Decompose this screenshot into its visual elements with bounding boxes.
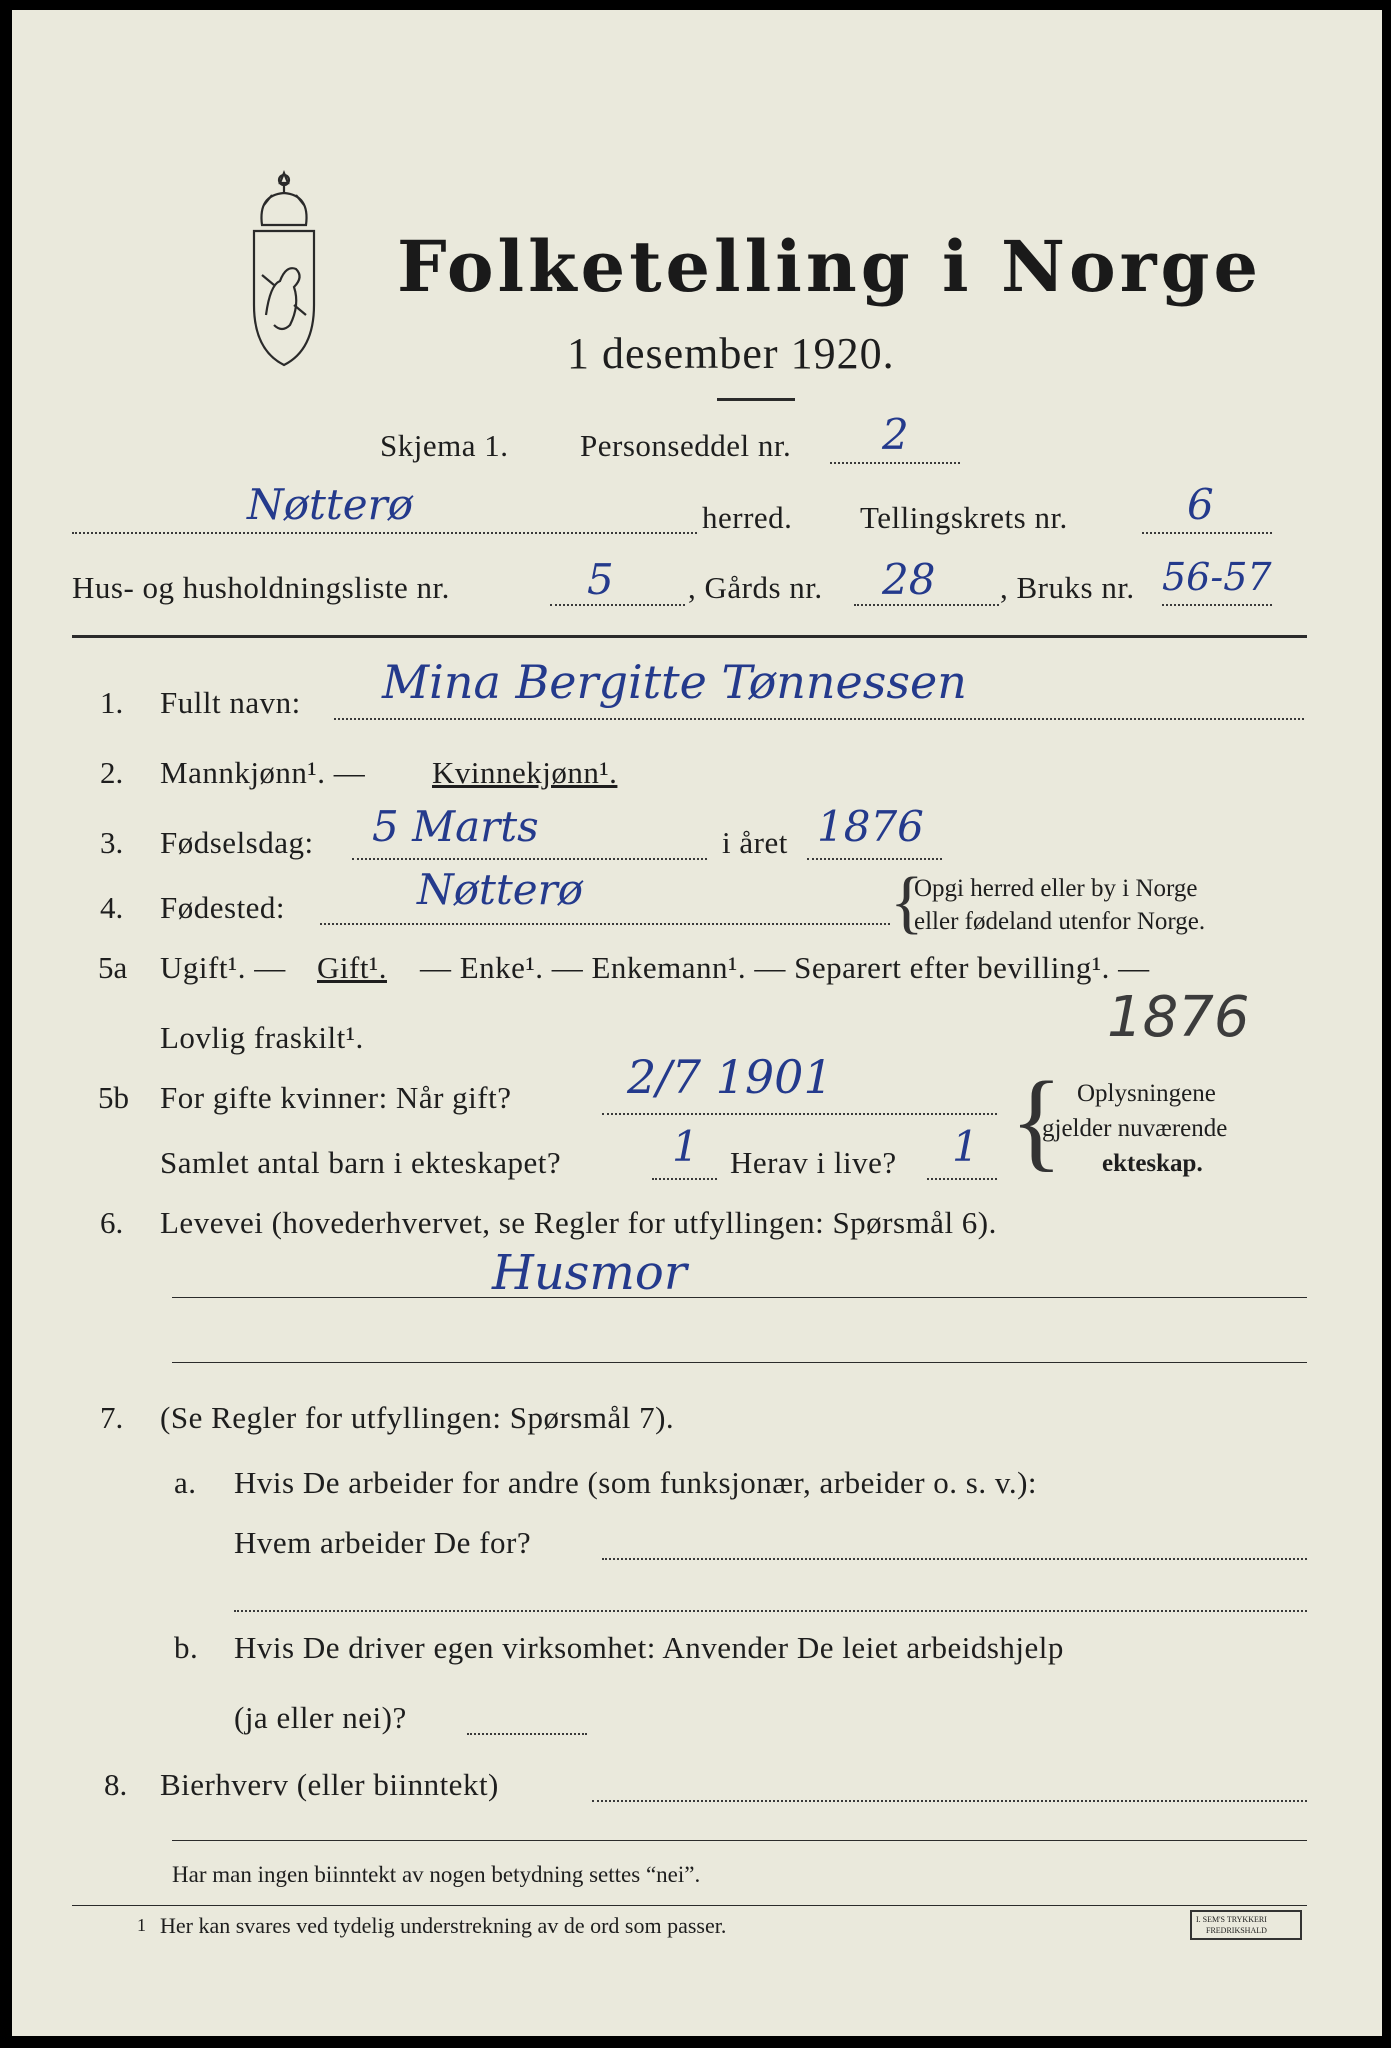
q5b-children-line <box>652 1178 717 1180</box>
coat-of-arms-icon <box>234 165 334 375</box>
q5b-label-married: For gifte kvinner: Når gift? <box>160 1080 512 1115</box>
footnote-text: Her kan svares ved tydelig understrekning av de ord som passer. <box>160 1913 727 1938</box>
q7a-text: Hvis De arbeider for andre (som funksjonær, arbeider o. s. v.): <box>234 1465 1038 1500</box>
q5a-lovlig: Lovlig fraskilt¹. <box>160 1020 364 1055</box>
bruks-label: , Bruks nr. <box>1000 570 1135 605</box>
q7b-text: Hvis De driver egen virksomhet: Anvender De leiet arbeidshjelp <box>234 1630 1064 1665</box>
footnote-mark: 1 <box>137 1915 146 1935</box>
q5b-married-value: 2/7 1901 <box>627 1050 833 1104</box>
footer-rule <box>72 1905 1307 1906</box>
q1-line <box>334 718 1304 720</box>
form-title: Folketelling i Norge <box>397 225 1263 308</box>
census-form-page <box>12 10 1382 2036</box>
q2-number: 2. <box>100 755 124 790</box>
herred-value: Nøtterø <box>247 480 414 529</box>
q5b-note-line3: ekteskap. <box>1102 1150 1203 1177</box>
q1-number: 1. <box>100 685 124 720</box>
q3-year-value: 1876 <box>817 802 924 851</box>
tellingskrets-label: Tellingskrets nr. <box>860 500 1068 535</box>
q6-line1 <box>172 1297 1307 1298</box>
q5a-gift: Gift¹. <box>317 950 387 985</box>
q7-label: (Se Regler for utfyllingen: Spørsmål 7). <box>160 1400 675 1435</box>
printer-stamp-line1: I. SEM'S TRYKKERI <box>1196 1915 1267 1924</box>
q5b-note-line1: Oplysningene <box>1077 1080 1216 1107</box>
q3-value: 5 Marts <box>372 802 539 851</box>
q5b-children-value: 1 <box>672 1122 699 1171</box>
hus-line <box>550 604 685 606</box>
q7b-letter: b. <box>174 1630 199 1665</box>
personseddel-line <box>830 462 960 464</box>
q5b-note-line2: gjelder nuværende <box>1042 1115 1228 1142</box>
q5b-number: 5b <box>98 1080 129 1115</box>
gards-label: , Gårds nr. <box>688 570 823 605</box>
bruks-line <box>1162 604 1272 606</box>
q8-label: Bierhverv (eller biinntekt) <box>160 1767 499 1802</box>
hus-value: 5 <box>587 555 614 604</box>
bruks-value: 56-57 <box>1162 555 1272 599</box>
q4-brace: { <box>890 864 924 941</box>
q6-line2 <box>172 1362 1307 1363</box>
q5a-other-options: — Enke¹. — Enkemann¹. — Separert efter bevilling¹. — <box>420 950 1150 985</box>
q6-label: Levevei (hovederhvervet, se Regler for utfyllingen: Spørsmål 6). <box>160 1205 997 1240</box>
q1-value: Mina Bergitte Tønnessen <box>382 655 967 709</box>
q4-number: 4. <box>100 890 124 925</box>
q7b-line2: (ja eller nei)? <box>234 1700 407 1735</box>
q8-answer-line <box>592 1800 1307 1802</box>
footer-note: Har man ingen biinntekt av nogen betydning settes “nei”. <box>172 1862 701 1887</box>
q5b-married-line <box>602 1113 997 1115</box>
tellingskrets-line <box>1142 532 1272 534</box>
gards-line <box>854 604 999 606</box>
q8-divider <box>172 1840 1307 1841</box>
q2-female-label: Kvinnekjønn¹. <box>432 755 618 790</box>
census-date: 1 desember 1920. <box>567 329 895 378</box>
q7a-answer-line2 <box>234 1610 1307 1612</box>
q5b-label-children: Samlet antal barn i ekteskapet? <box>160 1145 562 1180</box>
gards-value: 28 <box>882 555 936 604</box>
printer-stamp-line2: FREDRIKSHALD <box>1206 1926 1267 1935</box>
q4-value: Nøtterø <box>417 865 584 914</box>
q5b-alive-value: 1 <box>952 1122 979 1171</box>
title-divider <box>717 398 795 401</box>
skjema-label: Skjema 1. <box>380 428 509 463</box>
q1-label: Fullt navn: <box>160 685 301 720</box>
q7-number: 7. <box>100 1400 124 1435</box>
q4-note-line1: Opgi herred eller by i Norge <box>914 875 1198 902</box>
q4-note-line2: eller fødeland utenfor Norge. <box>914 908 1206 935</box>
q5a-margin-note: 1876 <box>1107 985 1250 1050</box>
q2-male-label: Mannkjønn¹. — <box>160 755 366 790</box>
q7b-answer-line <box>467 1733 587 1735</box>
q3-number: 3. <box>100 825 124 860</box>
herred-label: herred. <box>702 500 793 535</box>
personseddel-value: 2 <box>882 410 909 459</box>
personseddel-label: Personseddel nr. <box>580 428 792 463</box>
q7a-letter: a. <box>174 1465 197 1500</box>
q4-label: Fødested: <box>160 890 286 925</box>
q6-value: Husmor <box>492 1245 687 1301</box>
q7a-line2: Hvem arbeider De for? <box>234 1525 532 1560</box>
q8-number: 8. <box>104 1767 128 1802</box>
q6-number: 6. <box>100 1205 124 1240</box>
q3-line <box>352 858 707 860</box>
q5b-alive-line <box>927 1178 997 1180</box>
printer-stamp <box>1190 1910 1302 1940</box>
tellingskrets-value: 6 <box>1187 480 1214 529</box>
q5b-brace: { <box>1010 1059 1063 1181</box>
q5a-number: 5a <box>98 950 128 985</box>
q3-label: Fødselsdag: <box>160 825 314 860</box>
q7a-answer-line <box>602 1558 1307 1560</box>
q3-year-label: i året <box>722 825 788 860</box>
q3-year-line <box>807 858 942 860</box>
hus-label: Hus- og husholdningsliste nr. <box>72 570 450 605</box>
herred-line <box>72 532 697 534</box>
header-rule <box>72 635 1307 638</box>
q4-line <box>320 923 890 925</box>
q5a-ugift: Ugift¹. — <box>160 950 286 985</box>
q5b-label-alive: Herav i live? <box>730 1145 897 1180</box>
